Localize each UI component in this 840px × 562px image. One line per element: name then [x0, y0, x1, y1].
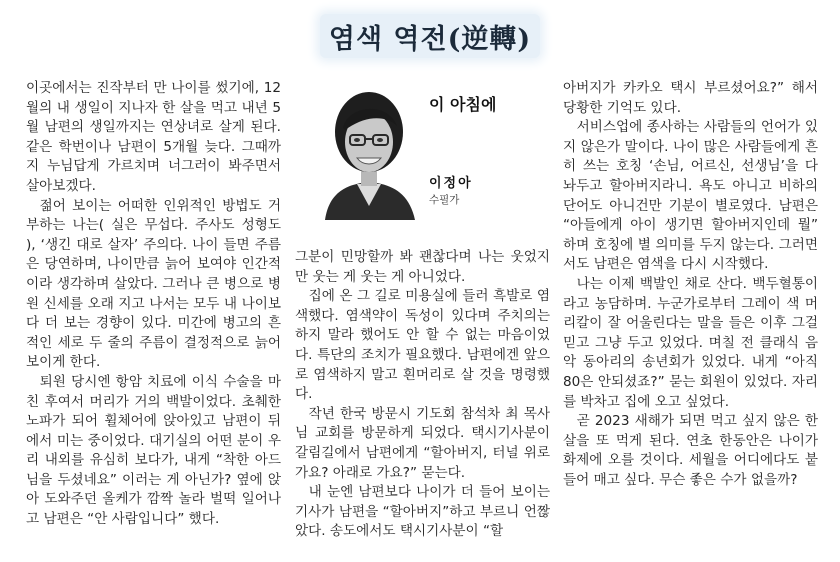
paragraph: 작년 한국 방문시 기도회 참석차 최 목사님 교회를 방문하게 되었다. 택시기사분이 갈림길에서 남편에게 “할아버지, 터널 위로 가요? 아래로 가요?” 묻는다.: [295, 405, 550, 481]
article-column-1: [26, 79, 281, 530]
section-name: 이 아침에: [429, 95, 497, 114]
paragraph: 그분이 민망할까 봐 괜찮다며 나는 웃었지만 웃는 게 웃는 게 아니었다.: [295, 249, 550, 285]
paragraph: 서비스업에 종사하는 사람들의 언어가 있지 않은가 말이다. 나이 많은 사람들에게 흔히 쓰는 호칭 ‘손님, 어르신, 선생님’을 다 놔두고 할아버지라니. 욕도 아니고 비하의 단어도 아니건만 기분이 별로였다. 남편은 “아들에게 아이 생기면 할아버지인데 뭘” 하며 호칭에 별 의미를 두지 않는다. 그러면서도 남편은 염색을 다시 시작했다.: [563, 119, 818, 273]
paragraph: 퇴원 당시엔 항암 치료에 이식 수술을 마친 후여서 머리가 거의 백발이었다. 초췌한 노파가 되어 휠체어에 앉아있고 남편이 뒤에서 미는 중이었다. 대기실의 어떤 분이 우리 내외를 유심히 보다가, 내게 “착한 아드님을 두셨네요” 이러는 게 아닌가? 옆에 앉아 도와주던 올케가 깜짝 놀라 벌떡 일어나고 남편은 “안 사람입니다” 했다.: [26, 373, 281, 528]
author-byline: [295, 74, 550, 239]
headline-banner: [0, 8, 840, 64]
paragraph: 곧 2023 새해가 되면 먹고 싶지 않은 한 살을 또 먹게 된다. 연초 한동안은 나이가 화제에 오를 것이다. 세월을 어디에다도 붙들어 매고 싶다. 무슨 좋은 수가 없을까?: [563, 413, 818, 488]
paragraph: 아버지가 카카오 택시 부르셨어요?” 해서 당황한 기억도 있다.: [563, 80, 818, 116]
article-title: 염색 역전(逆轉): [320, 14, 540, 58]
author-name: 이정아: [429, 176, 473, 191]
paragraph: 내 눈엔 남편보다 나이가 더 들어 보이는 기사가 남편을 “할아버지”하고 부르니 언짢았다. 송도에서도 택시기사분이 “할: [295, 484, 550, 540]
paragraph: 나는 이제 백발인 채로 산다. 백두혈통이라고 농담하며. 누군가로부터 그레이 색 머리칼이 잘 어울린다는 말을 들은 이후 그걸 믿고 그냥 두고 있었다. 며칠 전 클래식 음악 동아리의 송년회가 있었다. 내게 “아직 80은 안되셨죠?” 묻는 회원이 있었다. 자리를 박차고 집에 오고 싶었다.: [563, 275, 818, 410]
paragraph: 집에 온 그 길로 미용실에 들러 흑발로 염색했다. 염색약이 독성이 있다며 주치의는 하지 말라 했어도 안 할 수 없는 마음이었다. 특단의 조치가 필요했다. 남편에겐 앞으로 염색하지 말고 흰머리로 살 것을 명령했다.: [295, 288, 550, 403]
author-role: 수필가: [429, 194, 460, 206]
article-column-2: [295, 248, 550, 542]
paragraph: 이곳에서는 진작부터 만 나이를 썼기에, 12월의 내 생일이 지나자 한 살을 먹고 내년 5월 남편의 생일까지는 연상녀로 살게 된다. 같은 학번이나 남편이 5개월 늦다. 그때까지 누님답게 가르치며 너그러이 봐주면서 살아보겠다.: [26, 80, 281, 194]
author-photo: [317, 80, 421, 220]
paragraph: 젊어 보이는 어떠한 인위적인 방법도 거부하는 나는( 실은 무섭다. 주사도 성형도 ), ‘생긴 대로 살자’ 주의다. 나이 들면 주름은 당연하며, 나이만큼 늙어 보여야 인간적이라 생각하며 살았다. 그러나 큰 병으로 병원 신세를 오래 지고 나서는 모두 내 나이보다 더 보는 경향이 있다. 미간에 병고의 흔적인 세로 두 줄의 주름이 결정적으로 늙어 보이게 한다.: [26, 197, 281, 371]
article-column-3: [563, 79, 818, 490]
